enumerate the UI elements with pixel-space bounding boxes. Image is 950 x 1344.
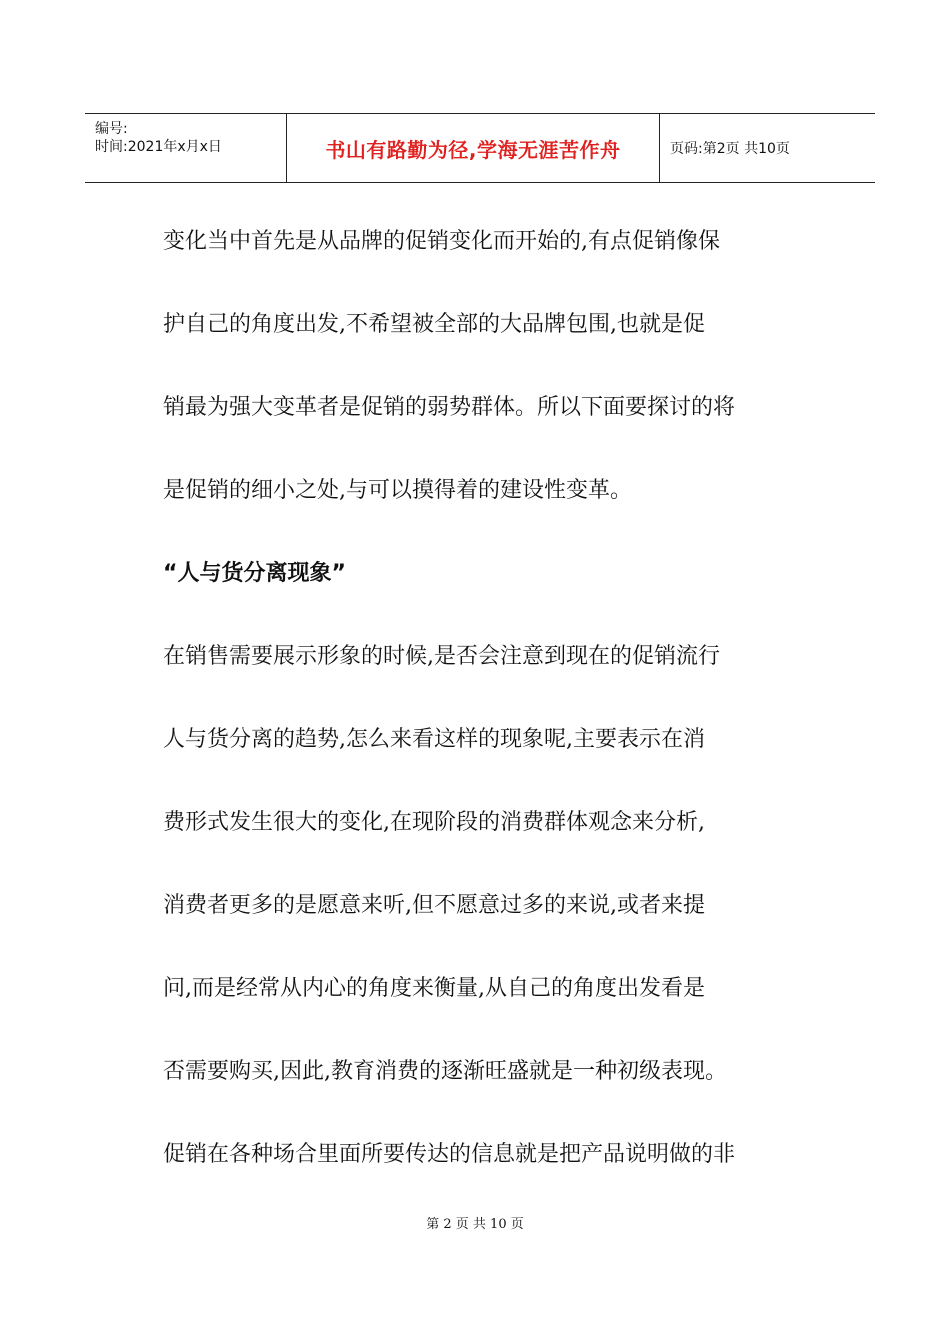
body-line: 否需要购买,因此,教育消费的逐渐旺盛就是一种初级表现。 (163, 1059, 727, 1084)
page-header (85, 113, 875, 183)
date-label: 时间:2021年x月x日 (95, 139, 222, 155)
header-meta (85, 114, 286, 182)
header-motto: 书山有路勤为径,学海无涯苦作舟 (286, 114, 660, 182)
body-line: 促销在各种场合里面所要传达的信息就是把产品说明做的非 (163, 1142, 736, 1167)
body-line: 问,而是经常从内心的角度来衡量,从自己的角度出发看是 (163, 976, 705, 1001)
document-body (163, 200, 803, 1196)
section-heading: “人与货分离现象” (163, 561, 346, 586)
body-line: 护自己的角度出发,不希望被全部的大品牌包围,也就是促 (163, 312, 705, 337)
serial-label: 编号: (95, 121, 128, 137)
body-line: 消费者更多的是愿意来听,但不愿意过多的来说,或者来提 (163, 893, 705, 918)
header-page-info: 页码:第2页 共10页 (670, 141, 790, 157)
page-footer: 第 2 页 共 10 页 (426, 1217, 524, 1232)
body-line: 变化当中首先是从品牌的促销变化而开始的,有点促销像保 (163, 229, 720, 254)
body-line: 销最为强大变革者是促销的弱势群体。所以下面要探讨的将 (163, 395, 736, 420)
body-line: 在销售需要展示形象的时候,是否会注意到现在的促销流行 (163, 644, 720, 669)
body-line: 费形式发生很大的变化,在现阶段的消费群体观念来分析, (163, 810, 705, 835)
body-line: 人与货分离的趋势,怎么来看这样的现象呢,主要表示在消 (163, 727, 705, 752)
body-line: 是促销的细小之处,与可以摸得着的建设性变革。 (163, 478, 632, 503)
